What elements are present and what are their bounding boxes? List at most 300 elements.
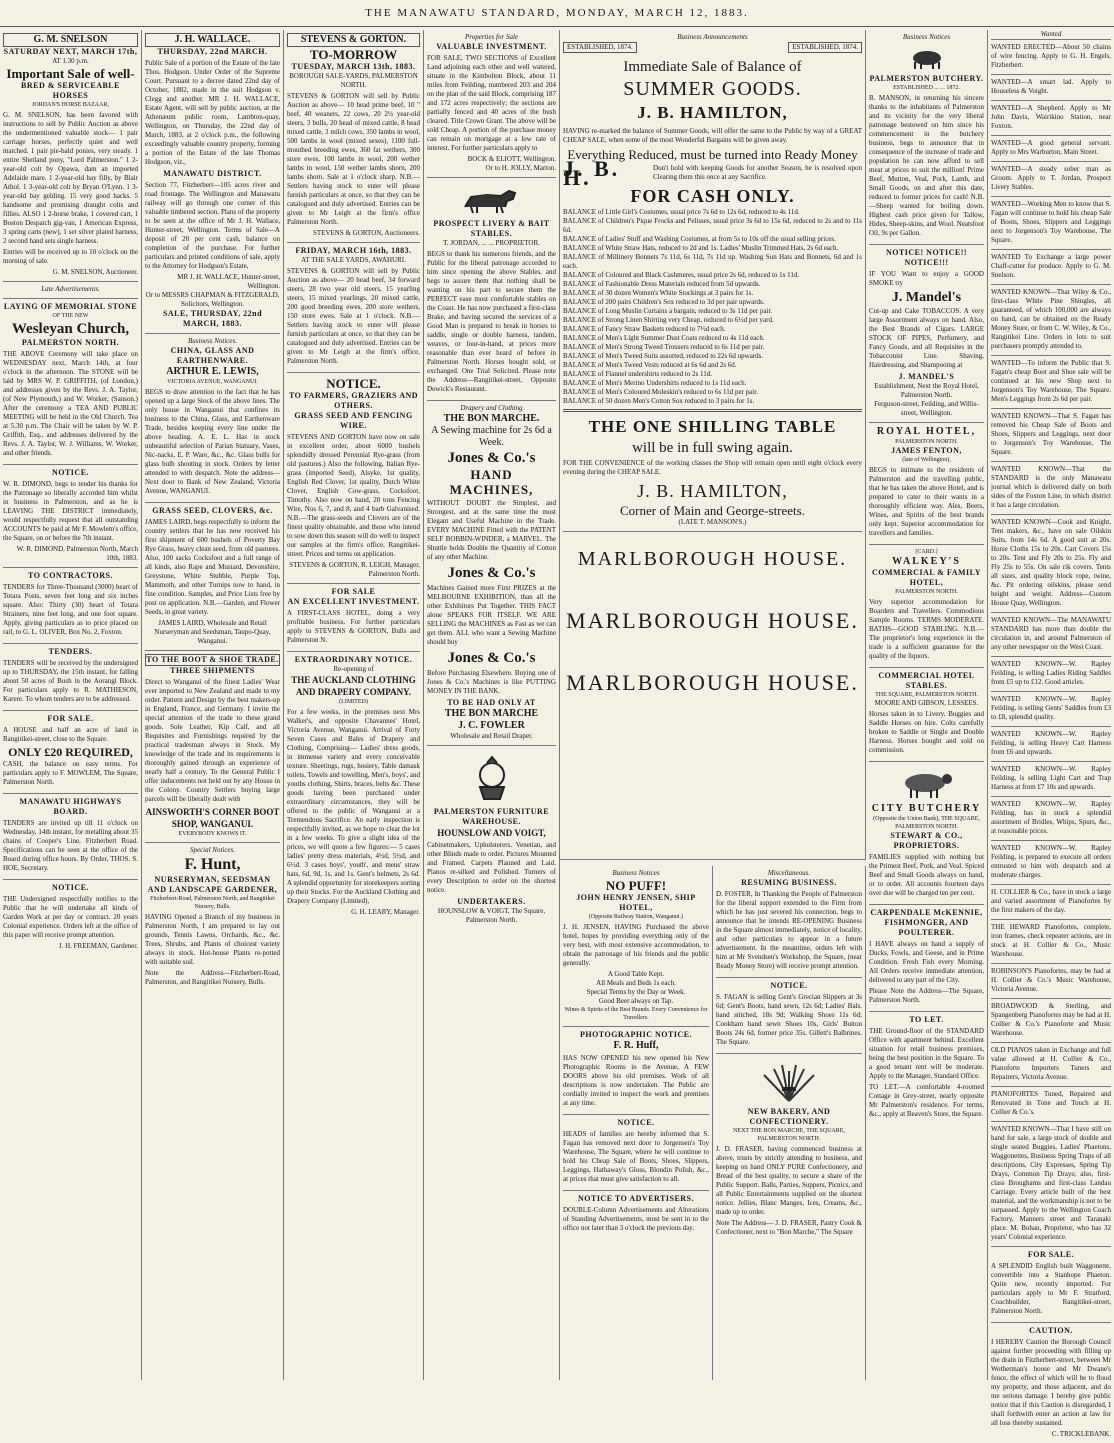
ad-title: SUMMER GOODS. <box>623 78 802 100</box>
phaeton-sale-ad <box>991 1247 1111 1323</box>
ad-body: I HAVE always on hand a supply of Ducks, Fowls, and Geese, and in Prime Condition. Fresh Fish every Morning. All Orders receive immediate attention, delivered to any part of the City. <box>869 940 984 984</box>
highways-ad <box>3 794 138 880</box>
ad-heading: NOTICE TO ADVERTISERS. <box>577 1194 694 1203</box>
ad-body: Don't hold with keeping Goods for another Season, he is resolved upon Clearing them this once at any Sacrifice. <box>653 164 862 181</box>
fraser-ad <box>716 1054 862 1243</box>
ad-title: Wesleyan Church, <box>11 321 130 337</box>
ad-heading: EXTRAORDINARY NOTICE. <box>294 655 413 664</box>
section-heading: Drapery and Clothing <box>460 404 523 412</box>
ad-signature: G. H. LEARY, Manager. <box>351 908 420 916</box>
wanted-item: PIANOFORTES Tuned, Repaired and Renovated in Tone and Touch at H. Collier & Co.'s. <box>991 1087 1111 1122</box>
ad-signature: JAMES LAIRD, Wholesale and Retail Nurseryman and Seedsman, Taupo-Quay, Wanganui. <box>154 619 271 645</box>
ad-title: THE BON MARCHE <box>444 708 539 719</box>
ad-body: WITHOUT DOUBT the Simplest, and Strongest, and at the same time the most Elegant and Useful Machine in the Trade. EVERY MACHINE Fitted with the PATENT SELF BOBBIN-WINDER, a MARVEL. The Shuttle holds Double the Quantity of Cotton of any other Machine. <box>427 499 556 561</box>
ad-signature: STEVENS & GORTON, R. LEIGH, Manager, Palmerston North. <box>289 561 420 578</box>
lewis-ad <box>145 334 280 503</box>
ad-body: I HEREBY Caution the Borough Council against further proceeding with filling up the drain in Fitzherbert-street, between Mr Wotherman's house and Mr Dwane's fence, the effect of which will be to flood my property, and those adjacent, and do me serious damage. I hereby give public notice that if this Caution is disregarded, I shall forthwith enter an action at law for all loss thereby sustained. <box>991 1338 1111 1427</box>
wanted-item: WANTED KNOWN—W. Rapley Feilding, is selling Light Cart and Trap Harness at from £7 10s and upwards. <box>991 762 1111 797</box>
column-1 <box>0 30 142 1380</box>
section-heading: Properties for Sale <box>464 33 518 41</box>
ad-body: STEVENS AND GORTON have now on sale in excellent order, about 6000 bushels splendidly dressed Perennial Rye-grass (from old pastures.) Also the following, Italian Rye-grass (imported Seed), Alsyke, 1st quality, English Red Clover, 1st quality, Dutch White Clover, English Cow-grass, Cocksfoot, Timothy. Also now on hand, 20 tons Fencing Wire, Nos 6, 7, and 8, and 4 barb Galvanised. N.B.—The grass-seeds and Clovers are of the finest quality obtainable, and those who intend to sow down this season will do well to inspect our samples at the firm's office, Rangitikei-street. Prices and terms on application. <box>287 433 420 558</box>
grass-seed-ad <box>287 373 420 584</box>
ad-subheading: UNDERTAKERS. <box>457 897 526 906</box>
section-heading: Special Notices. <box>189 846 236 854</box>
ad-body: Horses taken in to Livery. Buggies and Saddle Horses on hire. Colts carefully broken to Saddle or Single and Double Harness. Horses bought and sold on commission. <box>869 710 984 754</box>
foster-ad <box>716 866 862 978</box>
ad-heading: NOTICE. <box>51 883 90 892</box>
ad-address: THE SQUARE, PALMERSTON NORTH. <box>875 692 978 698</box>
ad-tagline: EVERYBODY KNOWS IT. <box>178 831 247 837</box>
ad-heading: PROSPECT LIVERY & BAIT STABLES. <box>433 219 550 238</box>
section-heading: Wanted <box>991 30 1111 40</box>
ad-subheading: J. MANDEL'S <box>898 372 955 381</box>
ad-heading: LAYING OF MEMORIAL STONE <box>3 302 138 311</box>
furniture-ornament-illustration <box>467 753 517 803</box>
ad-title: HAND MACHINES, <box>449 467 534 497</box>
wanted-item: WANTED—To inform the Public that S. Fagan's cheap Boot and Shoe sale will be continued at his new Shop next to Jorgenson's Toy Warehouse, The Square. Men's Leggings from 2s 6d per pair. <box>991 356 1111 409</box>
ad-body: D. FOSTER, In Thanking the People of Palmerston for the liberal support extended to the Firm from which he has just severed his connection, begs to announce that he intends RE-OPENING Business in the Square almost immediately, notice of locality, and other particulars to appear in a future advertisement. In the meantime, orders left with him at Mr Svendsen's Workshop, the Square, (near Ready Money Store) will receive prompt attention. <box>716 890 862 970</box>
wanted-item: H. COLLIER & Co., have in stock a large and varied assortment of Pianofortes by the first makers of the day. <box>991 885 1111 920</box>
stevens-ad <box>287 30 420 243</box>
ad-title: TO-MORROW <box>309 47 398 62</box>
ad-address: Establishment, Next the Royal Hotel, Palmerston North. <box>874 382 979 399</box>
ad-title: THE AUCKLAND CLOTHING AND DRAPERY COMPANY. <box>291 675 416 697</box>
ad-place: PALMERSTON NORTH. <box>895 439 958 445</box>
wanted-item: WANTED—A steady sober man as Groom. Apply to T. Jordan, Prospect Livery Stables. <box>991 162 1111 197</box>
balance-line: BALANCE of Coloured and Black Cashmeres, usual price 2s 6d, reduced to 1s 11d. <box>563 271 800 279</box>
ad-subheading: NURSERYMAN, SEEDSMAN AND LANDSCAPE GARDENER, <box>147 875 278 894</box>
ad-subheading: (LATE T. MANSON'S.) <box>678 518 747 526</box>
column-2 <box>142 30 284 1380</box>
wanted-item: WANTED—A smart lad. Apply to Houseless & Voight. <box>991 75 1111 101</box>
hunt-ad <box>145 843 280 993</box>
hotel-sale-ad <box>287 584 420 652</box>
ad-label: [CARD.] <box>915 549 938 555</box>
wanted-item: WANTED KNOWN—Cook and Knight, Tent makers, &c., have on sale Oilskin Suits, from 14s 6d. A good suit at 20s. Horse Cloths 15s to 20s. Cart Covers 15s to 20s. Tent and Fly 20s to 25s. Fly and Fly 25s to 55s. On sale rik covers. Tents all sizes, and quality block rope, twine, &c. Pit ordering oilskins, please send height and weight. Address—Custom House Quay, Wellington. <box>991 515 1111 613</box>
ad-title: FOR CASH ONLY. <box>630 186 795 206</box>
ad-title: NO PUFF! <box>605 878 667 893</box>
column-5b <box>713 866 866 1380</box>
ad-heading: TENDERS. <box>48 647 93 656</box>
ad-heading: NOTICE. <box>770 981 808 990</box>
wanted-item: THE HEWARD Pianofortes, complete, iron frames, check repeater actions, are in stock at H. Collier & Co., Music Warehouse. <box>991 920 1111 964</box>
auckland-clothing-ad <box>287 652 420 921</box>
ad-address: VICTORIA AVENUE, WANGANUI. <box>167 379 258 385</box>
ad-address: Ferguson-street, Feilding, and Willis-street, Wellington. <box>874 400 979 417</box>
wanted-item: WANTED KNOWN—That S. Fagan has removed his Cheap Sale of Boots and Shoes, Slippers and Leggings, next door to Jorgenson's Toy Warehouse, The Square. <box>991 409 1111 462</box>
ad-subheading: (late of Wellington), <box>902 457 951 463</box>
balance-line: BALANCE of 50 dozen Men's Cotton Sox reduced to 3 pairs for 1s. <box>563 397 755 405</box>
balance-line: BALANCE of Men's Strong Tweed Trousers reduced to 6s 11d per pair. <box>563 343 765 351</box>
ad-body: Cut-up and Cake TOBACCOS. A very large Assortment always on hand. Also, the Best Brands of Cigars. LARGE STOCK OF PIPES, Perfumery, and Fancy Goods, and all Requisites in the Tobacconist Line. Shaving, Hairdressing, and Shampooing at <box>869 307 984 369</box>
ad-signature: C. TRICKLEBANK. <box>1051 1430 1111 1438</box>
ad-line: Good Beer always on Tap. <box>598 997 674 1005</box>
ad-title: J. Mandel's <box>891 290 962 305</box>
ad-title: THE BON MARCHE. <box>443 413 540 424</box>
ad-address: (Opposite the Union Bank), THE SQUARE, PALMERSTON NORTH. <box>873 816 980 830</box>
column-4 <box>424 30 560 1380</box>
established-row <box>563 42 862 53</box>
fagan-slippers-ad <box>716 978 862 1054</box>
jensen-ad <box>563 866 709 1027</box>
ad-signature: Or to H. JOLLY, Marton. <box>485 164 556 172</box>
furniture-ad <box>427 746 556 929</box>
ad-signature: J. H. FREEMAN, Gardener. <box>58 942 138 950</box>
balance-line: BALANCE of 30 dozen Women's White Stockings at 3 pairs for 1s. <box>563 289 754 297</box>
ad-date: FRIDAY, MARCH 16th, 1883. <box>295 246 412 255</box>
balance-line: BALANCE of Men's Merino Undershirts reduced to 1s 11d each. <box>563 379 747 387</box>
church-ad <box>3 299 138 465</box>
ad-body: Note The Address— J. D. FRASER, Pastry Cook & Confectioner, next to "Bon Marche," The Square <box>716 1219 862 1236</box>
ad-title: Everything Reduced, must be turned into Ready Money <box>567 147 858 162</box>
ad-title: ARTHUR E. LEWIS, <box>166 366 259 377</box>
ad-body: TO LET.—A comfortable 4-roomed Cottage in Grey-street, nearly opposite Mr Palmerston's residence. For terms, &c., apply at Beaven's Store, the Square. <box>869 1083 984 1118</box>
ad-address: (Opposite Railway Station, Wanganui.) <box>588 914 684 920</box>
ad-title: Jones & Co.'s <box>447 650 536 666</box>
ad-heading: G. M. SNELSON <box>3 33 138 47</box>
jbh-initials: J. B. H. <box>563 156 621 190</box>
ad-heading: CARPENDALE McKENNIE, FISHMONGER, AND POULTERER. <box>870 908 983 937</box>
ad-subheading: TO FARMERS, GRAZIERS AND OTHERS. <box>288 391 419 410</box>
ad-body: HEADS of families are hereby informed that S. Fagan has removed next door to Jorgensen's Toy Warehouse, The Square, where he will continue to hold his Cheap Sale of Boots, Shoes, Slippers, Leggings, Hathaway's Gloss, Blondin Polish, &c., at prices that must give satisfaction to all. <box>563 1130 709 1183</box>
contractors-ad <box>3 568 138 644</box>
ad-body: THE Ground-floor of the STANDARD Office with apartment behind. Excellent situation for retail business premises, being the best position in the Square. To a good tenant rent will be moderate. Apply to the Manager, Standard Office. <box>869 1027 984 1080</box>
ad-body: J. H. JENSEN, HAVING Purchased the above hotel, hopes by providing everything only of the very best, with most extensive accommodation, to obtain the patronage of his friends and the public generally. <box>563 923 709 967</box>
ad-date: SALE, THURSDAY, 22nd MARCH, 1883. <box>162 309 263 328</box>
balance-line: BALANCE of Men's Tweed Vests reduced at 6s 6d and 2s 6d. <box>563 361 737 369</box>
ad-title: J. B. HAMILTON, <box>637 481 788 501</box>
ad-title: Important Sale of well- <box>6 66 135 81</box>
wanted-item: WANTED KNOWN—W. Rapley Feilding, is prepared to execute all orders entrusted to him with despatch and at moderate charges. <box>991 841 1111 885</box>
house-sale-ad <box>3 711 138 794</box>
ad-body: Machines Gained more First PRIZES at the MELBOURNE EXHIBITION, than all the other Exhibitors Put Together. THIS FACT alone SPEAKS FOR ITSELF. WE ARE SELLING the MACHINES as Fast as we can get them. ALL who want a Sewing Machine should buy <box>427 584 556 646</box>
ad-subheading: Corner of Main and George-streets. <box>620 503 805 518</box>
section-heading: Late Advertisements. <box>41 285 100 293</box>
hamilton-ad <box>563 30 862 532</box>
laird-ad <box>145 503 280 651</box>
column-5a <box>560 866 713 1380</box>
mandel-ad <box>869 245 984 423</box>
ad-signature: MR J. H. WALLACE, Hunter-street, Wellington. <box>177 273 280 290</box>
huff-ad <box>563 1027 709 1115</box>
city-butchery-ad <box>869 762 984 905</box>
ad-line: Wines & Spirits of the Best Brands. Every Convenience for Travellers. <box>564 1007 708 1021</box>
balance-line: BALANCE of Children's Pique Frocks and Pelisses, usual price 3s 6d to 15s 6d, reduced to 2s and to 11s 6d. <box>563 217 862 234</box>
ad-title: MARLBOROUGH HOUSE. <box>566 608 859 633</box>
ad-subheading: THREE SHIPMENTS <box>170 666 255 675</box>
section-heading: Business Announcements <box>677 33 748 41</box>
ad-title: J. C. FOWLER <box>458 720 525 731</box>
ad-body: BEGS to intimate to the residents of Palmerston and the travelling public, that he has taken the above Hotel, and is prepared to cater to their wants in a thoroughly efficient way. Ales, Beers, Wines, and Spirits of the best brands only kept. Superior accommodation for travellers and families. <box>869 466 984 537</box>
livery-ad <box>427 178 556 401</box>
wanted-item: WANTED KNOWN—That the STANDARD is the only Manawatu journal which is delivered daily on both sides of the Foxton Line, in which district it has a large circulation. <box>991 462 1111 515</box>
ad-signature: G. M. SNELSON, Auctioneer. <box>52 268 138 276</box>
wanted-item: WANTED KNOWN—The MANAWATU STANDARD has more than double the circulation in, and around Palmerston of any other newspaper on the West Coast. <box>991 613 1111 657</box>
ad-heading: RESUMING BUSINESS. <box>741 878 837 887</box>
ad-place: JORDAN'S HORSE BAZAAR, <box>32 102 109 108</box>
advertisers-notice <box>563 1191 709 1239</box>
ad-body: B. MANSON, in returning his sincere thanks to the inhabitants of Palmerston and its vicinity for the very liberal patronage bestowed on him since his commencement in the butchery business, begs to announce that in consequence of the increase of trade and population he can now afford to sell meat at prices to suit the million! Prime Beef, Mutton, Veal, Pork, Lamb, and Small Goods, on and after this date, reduced to former prices for cash! N.B.—Sheep wanted for boiling down. Highest cash price given for Tallow, Hides, Sheep-skins, and Wool. Neatsfoot Oil, 9s per Gallon. <box>869 94 984 237</box>
ad-subheading: will be in full swing again. <box>632 440 793 456</box>
ad-heading: NOTICE! NOTICE!! NOTICE!!! <box>885 248 968 267</box>
ad-heading: NOTICE. <box>617 1118 655 1127</box>
wanted-item: WANTED ERECTED—About 50 chains of wire fencing. Apply to G. H. Engels, Fitzherbert. <box>991 40 1111 75</box>
masthead: THE MANAWATU STANDARD, MONDAY, MARCH 12, 1883. <box>0 0 1114 27</box>
wanted-item: WANTED KNOWN—W. Rapley Feilding, has in stock a splendid assortment of Bridles, Whips, Spurs, &c., at reasonable prices. <box>991 797 1111 841</box>
ad-title: MARLBOROUGH HOUSE. <box>577 548 848 570</box>
ad-body: THE Undersigned respectfully notifies to the Public that he will undertake all kinds of Garden Work at per day or contract. 20 years Colonial experience. Orders left at the office of this paper will receive prompt attention. <box>3 895 138 939</box>
late-ads-heading <box>3 282 138 299</box>
ad-body: TENDERS will be received by the undersigned up to THURSDAY, the 15th instant, for falling about 50 acres of Bush in the Aorangi Block. For particulars apply to R. MATHIESON, Karere. To whom tenders are to be addressed. <box>3 659 138 703</box>
ad-body: J. D. FRASER, having commenced business at above, trusts by strictly attending to business, and keeping on hand ONLY PURE Confectionery, and Bread of the best quality, to secure a share of the Public Support. Balls, Parties, Suppers, Picnics, and all Public Entertainments supplied on the shortest notice. Jellies, Blanc Manges, Ices, Creams, &c., made up to order. <box>716 1145 862 1216</box>
ad-place: PALMERSTON NORTH. <box>21 338 120 347</box>
balance-line: BALANCE of Long Muslin Curtains a bargain, reduced to 3s 11d per pair. <box>563 307 773 315</box>
ad-date: SATURDAY NEXT, MARCH 17th, <box>3 47 138 56</box>
ad-subheading: (LIMITED) <box>339 699 368 705</box>
sheep-illustration <box>897 769 957 799</box>
ad-line: Special Terms by the Day or Week. <box>586 988 686 996</box>
ad-body: Or to MESSRS CHAPMAN & FITZGERALD, Solicitors, Wellington. <box>145 291 280 308</box>
wanted-item: OLD PIANOS taken in Exchange and full value allowed at H. Collier & Co., Pianoforte Importers Tuners and Repairers, Victoria Avenue. <box>991 1043 1111 1087</box>
wanted-item: WANTED To Exchange a large power Chaff-cutter for produce. Apply to G. M. Snelson. <box>991 250 1111 285</box>
bull-illustration <box>907 46 947 70</box>
ainsworth-ad <box>145 651 280 843</box>
ad-signature: BOCK & ELIOTT, Wellington. <box>467 155 556 163</box>
ad-body: FOR THE CONVENIENCE of the working classes the Shop will remain open until eight o'clock every evening during the CHEAP SALE. <box>563 459 862 476</box>
ad-address: NEXT THE BON MARCHE, THE SQUARE, PALMERSTON NORTH. <box>733 1128 845 1142</box>
ad-title: Jones & Co.'s <box>447 450 536 466</box>
wanted-item: WANTED—A good general servant. Apply to Mrs Warburton, Main Street. <box>991 136 1111 162</box>
balance-line: BALANCE of Strong Linen Shirting very Cheap, reduced to 6½d per yard. <box>563 316 774 324</box>
ad-body: Public Sale of a portion of the Estate of the late Thos. Hodgson. Under Order of the Supreme Court. Pursuant to a decree dated 22nd day of October, 1882, made in the suit Hodgson v. Clegg and another. MR J. H. WALLACE, Estate Agent, will sell by public auction, at the Athenæum public room, Lambton-quay, Wellington, on Thursday, the 22nd day of March, 1883, at 2 o'clock p.m., the following exceedingly valuable country property, forming a portion of the Estate of the late Thomas Hodgson, viz., <box>145 59 280 166</box>
ad-body: BEGS to thank his numerous friends, and the Public for the liberal patronage accorded to him since opening the above Stables, and begs to assure them that nothing shall be wanting on his part to secure them the PERFECT ease most comfortable stables on the Coast. He has now purchased a first-class Brake, and having secured the services of a Good Man is prepared to break in horses to saddle, single or double harness, tandem, weaves, or four-in-hand, at prices more reasonable than ever heard of before in Palmerston North. Horses bought sold, or exchanged. One Trial Solicited. Please note the Address—Rangitikei-street, Opposite Dowick's Restaurant. <box>427 250 556 393</box>
ad-title: F. Hunt, <box>184 856 241 873</box>
ad-body: A FIRST-CLASS HOTEL, doing a very profitable business. For further particulars apply to STEVENS & GORTON, Bulls and Palmerston N. <box>287 609 420 644</box>
ad-body: IF YOU Want to enjoy a GOOD SMOKE try <box>869 270 984 287</box>
jbh-row <box>563 156 862 190</box>
tenders-ad <box>3 644 138 711</box>
ad-body: Please Note the Address—The Square, Palmerston North. <box>869 987 984 1004</box>
balance-line: BALANCE of Fashionable Dress Materials reduced from 5d upwards. <box>563 280 761 288</box>
ad-heading: VALUABLE INVESTMENT. <box>436 42 547 51</box>
ad-body: Very superior accommodation for Boarders and Travellers. Commodious Sample Rooms. TERMS MODERATE. BATHS—GOOD STABLING. N.B.—The proprietor's long experience in the trade is a sufficient guarantee for the quality of the liquors. <box>869 598 984 660</box>
section-heading: Business Notices. <box>188 337 237 345</box>
ad-subtitle: BRED & SERVICEABLE HORSES <box>21 81 120 100</box>
to-let-ad <box>869 1012 984 1125</box>
stevens-awahuri-ad <box>287 243 420 373</box>
ad-body: FAMILIES supplied with nothing but the Primest Beef, Pork, and Veal. Spiced Beef and Small Goods always on hand, or to order. All accounts fourteen days over due will be charged ten per cent. <box>869 853 984 897</box>
wanted-item: WANTED KNOWN—That I have still on hand for sale, a large stock of double and single seated Buggies, Ladies' Phaetons, Waggonettes, Business Spring Traps of all descriptions, City Expresses, Spring Tip Drays, Common Tip Drays; also, first-class Broughams and first-class Landau Carriage. Every article built of the best material, and the workmanship is not to be surpassed. Apply to the Wellington Coach Factory, Manners street and Taranaki place. M. Bohan, Proprietor, who has 32 years' Colonial experience. <box>991 1122 1111 1247</box>
ad-body: HAVING Opened a Branch of my business in Palmerston North, I am prepared to lay out grounds, Tennis Lawns, Orchards, &c., &c. Trees, Shrubs, and Plants of choicest variety always in stock. Hot-house Plants re-potted with suitable soil. <box>145 913 280 966</box>
column-3 <box>284 30 424 1380</box>
ad-title: HOUNSLOW AND VOIGT, <box>437 828 546 838</box>
ad-body: Before Purchasing Elsewhere. Buying one of Jones & Co.'s Machines is like PUTTING MONEY IN THE BANK. <box>427 669 556 695</box>
ad-body: TENDERS for Three-Thousand (3000) heart of Totara Posts, seven feet long and six inches square. Also: Thirty (30) heart of Totara Strainers, nine feet long, and one foot square. Apply, giving particulars as to price placed on rail, to G. L. OLIVER, Box No. 2, Foxton. <box>3 583 138 636</box>
ad-heading: NOTICE. <box>326 376 381 391</box>
wanted-item: WANTED KNOWN—W. Rapley Feilding, is selling Ladies Riding Saddles from £5 up to £12. Good articles. <box>991 657 1111 692</box>
ad-date: TUESDAY, MARCH 13th, 1883. <box>291 62 416 71</box>
balance-line: BALANCE of Millinery Bonnets 7s 11d, 6s 11d, 7s 11d up. Washing Sun Hats and Bonnets, 6d and 1s each. <box>563 253 862 270</box>
ad-subheading: MANAWATU DISTRICT. <box>163 169 262 178</box>
ad-subheading: ESTABLISHED ... ... 1872. <box>893 85 960 91</box>
ad-title: MARLBOROUGH HOUSE. <box>566 670 859 695</box>
ad-body: A SPLENDID English built Waggonette, convertible into a Stanhope Phaeton. Quite new, recently imported. For particulars apply to Mr F. Stratford, Coachbuilder, Rangitikei-street, Palmerston North. <box>991 1262 1111 1315</box>
ad-price: ONLY £20 REQUIRED, <box>8 745 133 759</box>
carpendale-ad <box>869 905 984 1012</box>
ad-heading: NEW BAKERY, AND CONFECTIONERY. <box>747 1107 831 1126</box>
ad-body: JAMES LAIRD, begs respectfully to inform the country settlers that he has now received his first shipment of 600 bushels of Poverty Bay Rye Grass, heavy clean seed, from old pastures. Also, 100 sacks Cocksfoot and a full range of all kinds, also Rape and Mustard, Devonshire, Greystone, White Stubble, Purple Top, Mammoth, and other Turnips now to hand, in fine condition. Samples, and Price Lists free by post on application. N.B.—Garden, and Flower Seeds, in great variety. <box>145 518 280 616</box>
ad-time: AT 1.30 p.m. <box>52 57 89 65</box>
ad-signature: W. R. DIMOND. Palmerston North, March 10th, 1883. <box>16 545 138 562</box>
ad-heading: NOTICE. <box>51 468 90 477</box>
ad-body: THE ABOVE Ceremony will take place on WEDNESDAY next, March 14th, at four o'clock in the afternoon. The STONE will be laid by MRS W. P. GRIFFITH, (of London,) and addresses given by the Revs. J. A. Taylor, (of New Plymouth,) and W. Worker, (Sanson.) After the ceremony a TEA AND PUBLIC MEETING will be held in the Old Church. Tea at 5.30 p.m. The Chair will be taken by W. P. Griffith, Esq., and addresses delivered by the Revs. J. A. Taylor, W. J. Williams, W. Worker, and other friends. <box>3 350 138 457</box>
royal-hotel-ad <box>869 423 984 545</box>
ad-title: AINSWORTH'S CORNER BOOT SHOP, WANGANUI. <box>145 807 280 829</box>
ad-subheading: MOORE AND GIBSON, LESSEES. <box>874 699 979 707</box>
marlborough-ad <box>563 532 862 703</box>
wanted-item: WANTED KNOWN—W. Rapley Feilding, is selling Gents' Saddles from £3 to £8, splendid quality. <box>991 692 1111 727</box>
ad-heading: TO CONTRACTORS. <box>28 571 113 580</box>
ad-place: AT THE SALE YARDS, AWAHURI. <box>301 256 406 264</box>
ad-title: J. B. HAMILTON, <box>637 103 788 122</box>
balances-list <box>563 208 862 406</box>
wanted-item: WANTED—Working Men to know that S. Fagan will continue to hold his cheap Sale of Boots, Shoes, Slippers and Leggings next to Jorgenson's Toy Warehouse, The Square. <box>991 197 1111 250</box>
ad-heading: FOR SALE. <box>1027 1250 1075 1259</box>
ad-subheading: AN EXCELLENT INVESTMENT. <box>287 597 420 606</box>
wanted-item: WANTED KNOWN—That Wiley & Co., first-class White Pine Shingles, all guaranteed, of which 100,000 are always on hand, can be obtained on the Ready Money Store, or from C. W. Wiley, & Co., Rangitikei Line. Orders in lots to suit purchasers promptly attended to. <box>991 285 1111 356</box>
ad-subheading: A Sewing machine for 2s 6d a Week. <box>431 425 552 448</box>
ad-body: HAVING re-marked the balance of Summer Goods, will offer the same to the Public by way of a GREAT CHEAP SALE, when some of the most Wonderful Bargains will be given away. <box>563 127 862 144</box>
balance-line: BALANCE of Ladies' Stuff and Washing Costumes, at from 5s to 10s off the usual selling prices. <box>563 235 836 243</box>
ad-title: WALKEY'S <box>892 556 961 567</box>
column-6 <box>866 30 988 1380</box>
ad-line: A Good Table Kept. <box>607 970 665 978</box>
ad-line: All Meals and Beds 1s each. <box>596 979 676 987</box>
ad-heading: FOR SALE. <box>47 714 94 723</box>
investment-ad <box>427 30 556 178</box>
ad-signature: STEVENS & GORTON, Auctioneers. <box>313 229 420 237</box>
section-heading: Miscellaneous. <box>767 869 811 877</box>
ad-heading: STEVENS & GORTON. <box>287 33 420 47</box>
wanted-item: WANTED KNOWN—W. Rapley Feilding, is selling Heavy Cart Harness from £6 and upwards. <box>991 727 1111 762</box>
ad-place: PALMERSTON NORTH. <box>895 589 958 595</box>
section-heading: Business Notices <box>902 33 951 41</box>
ad-body: CASH, the balance on easy terms. For particulars apply to F. MOWLEM, The Square, Palmerston North. <box>3 760 138 786</box>
balance-line: BALANCE of Little Girl's Costumes, usual price 7s 6d to 12s 6d, reduced to 4s 11d. <box>563 208 800 216</box>
caution-ad <box>991 1323 1111 1443</box>
ad-title: F. R. Huff, <box>613 1040 659 1051</box>
snelson-ad <box>3 30 138 282</box>
ad-heading: STEWART & CO., PROPRIETORS. <box>890 831 963 850</box>
ad-title: THE ONE SHILLING TABLE <box>588 417 837 436</box>
ad-heading: TO LET. <box>909 1015 944 1024</box>
ad-heading: PHOTOGRAPHIC NOTICE. <box>579 1030 693 1039</box>
balance-line: BALANCE of Fancy Straw Baskets reduced to 7½d each. <box>563 325 726 333</box>
balance-line: BALANCE of Men's Tweed Suits assorted, reduced to 22s 6d upwards. <box>563 352 764 360</box>
ad-body: STEVENS & GORTON will sell by Public Auction as above— 20 head beef, 34 forward steers, 28 two year old steers, 15 yearling steers, 15 mixed yearlings, 20 mixed cattle, 200 good breeding ewes, 200 store wethers, 150 store ewes. Sale at 1 o'clock. N.B.—Settlers having stock to enter will please furnish particulars at once, so that they can be catalogued and duly advertised. Entries can be given to Mr Leigh at the firm's office, Palmerston North. <box>287 267 420 365</box>
ad-heading: J. H. WALLACE. <box>145 33 280 47</box>
ad-subheading: TO BE HAD ONLY AT <box>447 698 536 707</box>
ad-body: Note the Address—Fitzherbert-Road, Palmerston, and Rangitikei Nursery, Bulls. <box>145 969 280 986</box>
ad-subheading: GRASS SEED AND FENCING WIRE. <box>294 411 413 430</box>
dimond-ad <box>3 465 138 568</box>
stables-ad <box>869 668 984 762</box>
freeman-ad <box>3 880 138 955</box>
balance-line: BALANCE of Flannel undershirts reduced to 2s 11d. <box>563 370 713 378</box>
wanted-list <box>991 40 1111 1247</box>
ad-heading: TO THE BOOT & SHOE TRADE. <box>146 655 279 664</box>
balance-line: BALANCE of Men's Light Summer Dust Coats reduced to 4s 11d each. <box>563 334 765 342</box>
ad-subheading: OF THE NEW <box>52 313 89 319</box>
ad-body: DOUBLE-Column Advertisements and Alterations of Standing Advertisements, must be sent in to the office not later than 3 o'clock the previous day. <box>563 1206 709 1232</box>
butchery-ad <box>869 30 984 245</box>
walkey-ad <box>869 545 984 668</box>
fagan-notice-ad <box>563 1115 709 1191</box>
ad-body: FOR SALE, TWO SECTIONS of Excellent Land adjoining each other and well watered, situate in the Kimbolton Block, about 11 miles from Feilding, numbered 203 and 204 on the plan of the said Block, comprising 187 and 172 acres respectively; the sections are partially fenced and 40 acres of the bush cleared. Title Crown Grant. The above will be sold Cheap. A portion of the purchase money can remain on mortgage at a low rate of interest. For further particulars apply to <box>427 54 556 152</box>
ad-body: Cabinetmakers, Upholsterers. Venetian, and other Blinds made to order. Pictures Mounted and Framed. Carpets Planned and Laid. Pianos re-silked and Polished. Turners of every Description to order on the shortest notice. <box>427 841 556 894</box>
ad-body: For a few weeks, in the premises next Mrs Walker's, and opposite Chavannes' Hotel, Victoria Avenue, Wanganui. Arrival of Forty Seven Cases and Bales of Drapery and Clothing, Comprising— Ladies' dress goods, in immense variety and every conceivable texture. Sheetings, rugs, hosiery, Table damask toilets, Towels and towelling, Men's, boys', and youths clothing, Shirts, braces, belts &c. These goods having been purchased under extraordinary circumstances, they will be offered to the public of Wanganui at a Tremendous Sacrifice. An early inspection is respectfully invited, as we hope to clear the lot in a few weeks. To give a slight idea of the prices, we will quote a few figures:— 5 cases ladies' pretty dress materials, 4½d, 5½d, and 6½d. 3 cases boys', youth', and mens' straw hats, 6d, 9d, 1s, and 1s. Gent's helmets, 2s 6d. A splendid opportunity for storekeepers sorting up their Stocks. For the Auckland Clothing and Drapery Company (Limited), <box>287 708 420 905</box>
ad-title: Immediate Sale of Balance of <box>623 59 802 75</box>
ad-body: STEVENS & GORTON will sell by Public Auction as above— 10 head prime beef, 10 " beef, 40 weaners, 22 cows, 20 2½ year-old steers, 3 bulls, 20 head of mixed cattle, 8 head mixed cattle, 3 milch cows, 350 lambs in wool, 500 lambs in wool (mixed sexes), 1100 full-mouthed breeding ewes, 360 fat wethers, 300 store ewes, 100 lambs in wool, 200 wether lambs in wool, 150 wether lambs shorn, 200 lambs shorn. Sale at 1 o'clock sharp. N.B.—Settlers having stock to enter will please furnish particulars at once, so that they can be catalogued and duly advertised. Entries can be given to Mr Leigh at the firm's office Palmerston North. <box>287 92 420 226</box>
ad-heading: FOR SALE <box>331 587 376 596</box>
ad-place: BOROUGH SALE-YARDS, PALMERSTON NORTH. <box>289 72 418 89</box>
ad-heading: COMMERCIAL & FAMILY HOTEL, <box>871 568 982 587</box>
ad-body: Direct to Wanganui of the finest Ladies' Wear ever imported to New Zealand and made to my order. Pattern and Design by the best makers-up in England, France, and Germany. I invite the special attention of the trade to these grand goods. Sole Leather, Kip Calf, and all Requisites and Furnishings required by the practical tradesman always in Stock. My knowledge of the trade and its requirements is thoroughly gained through an experience of nearly half a century. To the General Public I offer inducements not held out by any House in the Colony. Country Settlers buying large parcels will be liberally dealt with <box>145 678 280 803</box>
ad-body: G. M. SNELSON, has been favored with instructions to sell by Public Auction as above the undermentioned valuable stock— 1 pair carriage horses, perfectly quiet and well matched. 1 pair pie-bald ponies, very steady. 1 entire Shetland pony, "Lord Palmerston." 1 2-year-old colt by Opawa, dam an imported Adelaide mare. 1 2-year-old bay filly, by Blair Athol. 1 3-year-old colt by Bryan O'Lynn. 1 3-year-old bay gelding. 15 very good hacks. 5 handsome and promising draught colts and fillies. ALSO 1 2-horse brake, 1 covered cart, 1 Boston Despatch gig-van, 1 American Express, 3 spring carts (new), 1 set silver plated harness, 2 second hand sets single harness. <box>3 111 138 245</box>
balance-line: BALANCE of White Straw Hats, reduced to 2d and 1s. Ladies' Muslin Trimmed Hats, 2s 6d each. <box>563 244 839 252</box>
column-7 <box>988 30 1114 1438</box>
ad-subheading: Wholesale and Retail Draper. <box>450 732 533 740</box>
ad-body: W. R. DIMOND, begs to tender his thanks for the Patronage so liberally accorded him whilst in business in Palmerston, and as he is LEAVING THE DISTRICT immediately, would respectfully request that all outstanding ACCOUNTS be paid at Mr F. Mowlem's office, the Square, on or before the 7th instant. <box>3 480 138 542</box>
ad-heading: GRASS SEED, CLOVERS, &c. <box>152 506 273 515</box>
ad-signature: HOUNSLOW & VOIGT, The Square, Palmerston North. <box>437 907 546 924</box>
ad-heading: CAUTION. <box>1029 1326 1073 1335</box>
ad-body: S. FAGAN is selling Gent's Grecian Slippers at 3s 6d; Gent's Boots, hand sewn, 12s 6d; Ladies' Bals. hand stitched, 18s 9d; Walking Shoes 11s 6d; Cookham hand sewn Shoes 10s, Girls' Button Boots 24s 6d, former price 35s. Gillett's Balbrines. The Square. <box>716 993 862 1046</box>
established-right: ESTABLISHED, 1874. <box>788 42 862 53</box>
ad-address: Fitzherbert-Road, Palmerston North, and Rangitikei Nursery, Bulls. <box>150 896 275 910</box>
ad-title: ROYAL HOTEL, <box>876 426 977 437</box>
ad-heading: COMMERCIAL HOTEL STABLES. <box>878 671 975 690</box>
wallace-ad <box>145 30 280 334</box>
ad-date: THURSDAY, 22nd MARCH. <box>157 47 268 56</box>
ad-body: A HOUSE and half an acre of land in Rangitikei-street, close to the Square. <box>3 726 138 743</box>
ad-subheading: T. JORDAN, ... ... PROPRIETOR. <box>443 239 540 247</box>
balance-line: BALANCE of 200 pairs Children's Sox reduced to 3d per pair upwards. <box>563 298 765 306</box>
wanted-item: WANTED—A Shepherd. Apply to Mr John Davis, Wairikino Station, near Foxton. <box>991 101 1111 136</box>
ad-body: Section 77, Fitzherbert—105 acres river and road frontage. The Wellington and Manawatu railway will go through one corner of this valuable timbered section. Plans of the property to be seen at the office of Mr J. H. Wallace, Hunter-street, Wellington. Terms of Sale—A deposit of 20 per cent cash, balance on completion of the purchase. For further particulars and printed conditions of sale, apply to the Attorney for Hodgson's Estate, <box>145 181 280 270</box>
ad-heading: MANAWATU HIGHWAYS BOARD. <box>19 797 122 816</box>
ad-subheading: Re-opening of <box>333 665 374 673</box>
ad-heading: JOHN HENRY JENSEN, SHIP HOTEL, <box>576 893 696 912</box>
wanted-item: BROADWOOD & Sterling, and Spangenberg Pianofortes may be had at H. Collier & Co.'s Pianoforte and Music Warehouse. <box>991 999 1111 1043</box>
balance-line: BALANCE of Men's Coloured Moleskin's reduced to 6s 11d per pair. <box>563 388 758 396</box>
ad-body: Entries will be received up to 10 o'clock on the morning of sale. <box>3 248 138 265</box>
horse-illustration <box>457 185 527 215</box>
section-heading: Business Notices <box>612 869 660 877</box>
ad-body: BEGS to draw attention to the fact that he has opened up a large Stock of the above lines. The only house in Wanganui that confines its business to the China, Glass, and Earthenware Trade, besides keeping every line under the above heading. A. E. L. Has in stock unbeautiful selection of Parian Statuary, Vases, Nic-nacks, E. P. Ware, &c., &c. Glass bulls for glass bulb shouting in stock. Orders by letter attended to with despatch. Note the address—Next door to Bank of New Zealand, Victoria Avenue, WANGANUI. <box>145 388 280 495</box>
established-left: ESTABLISHED, 1874. <box>563 42 637 53</box>
ad-body: HAS NOW OPENED his new opened his New Photographic Rooms in the Avenue, A FEW DOORS above his old premises. Work of all descriptions is now undertaken. The Public are cordially invited to inspect the work and premises at any time. <box>563 1054 709 1107</box>
ad-title: CITY BUTCHERY <box>871 803 982 814</box>
ad-heading: PALMERSTON FURNITURE WAREHOUSE. <box>433 807 550 826</box>
bon-marche-ad <box>427 401 556 746</box>
ad-heading: JAMES FENTON, <box>891 446 962 455</box>
column-5-hamilton <box>560 30 866 860</box>
wanted-item: ROBINSON'S Pianofortes, may be had at H. Collier & Co.'s Music Warehouse, Victoria Avenue. <box>991 964 1111 999</box>
ad-heading: CHINA, GLASS AND EARTHENWARE. <box>170 346 255 365</box>
ad-heading: PALMERSTON BUTCHERY. <box>869 74 984 83</box>
ad-title: Jones & Co.'s <box>447 565 536 581</box>
